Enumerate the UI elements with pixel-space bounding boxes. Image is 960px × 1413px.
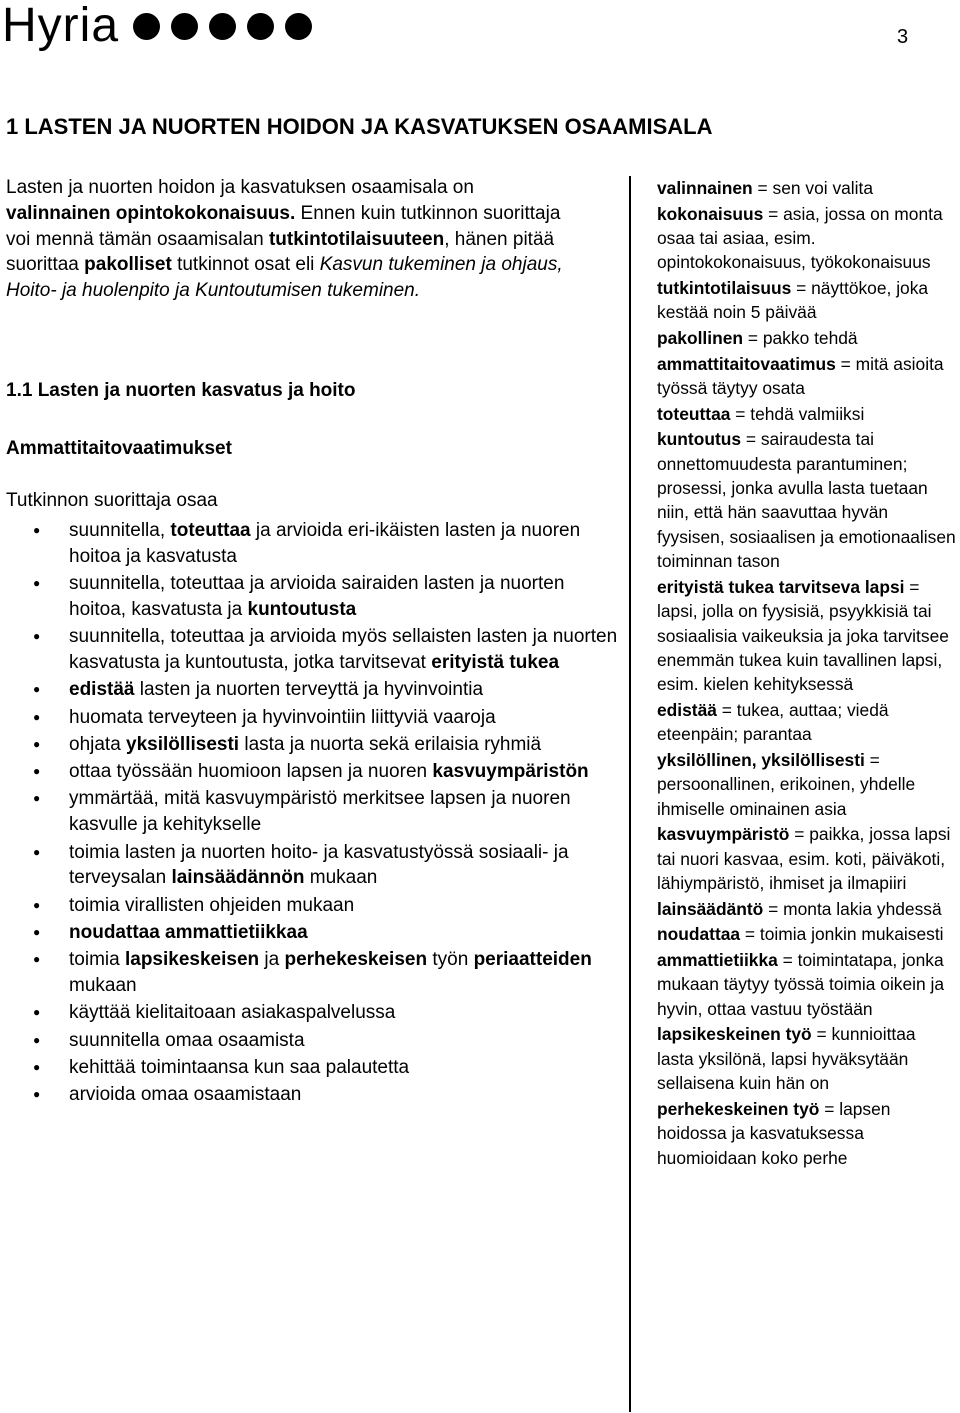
intro-text: tutkinnot osat eli	[171, 254, 320, 276]
glossary-entry	[657, 176, 957, 200]
list-item: ● suunnitella, toteuttaa ja arvioida eri-ikäisten lasten ja nuoren hoitoa ja kasvatusta	[0, 518, 625, 570]
glossary-definition: = toimintatapa, jonka mukaan täytyy työssä toimia oikein ja hyvin, ottaa vastuu työstään	[657, 950, 945, 1019]
list-item: ● ymmärtää, mitä kasvuympäristö merkitsee lapsen ja nuoren kasvulle ja kehitykselle	[0, 786, 625, 838]
glossary-term: lapsikeskeinen työ	[657, 1024, 812, 1045]
glossary-entry	[657, 276, 957, 325]
intro-italic-modules: Kasvun tukeminen ja ohjaus, Hoito- ja huolenpito ja Kuntoutumisen tukeminen.	[6, 254, 563, 302]
intro-section	[6, 175, 616, 304]
logo-dot	[209, 13, 236, 40]
logo-dot	[247, 13, 274, 40]
hyria-logo	[0, 0, 323, 52]
list-item: ● toimia lasten ja nuorten hoito- ja kasvatustyössä sosiaali- ja terveysalan lainsäädännön mukaan	[0, 840, 625, 892]
intro-text: Lasten ja nuorten hoidon ja kasvatuksen osaamisala on	[6, 177, 474, 198]
requirements-list	[0, 518, 625, 1110]
glossary-entry	[657, 748, 957, 821]
intro-text: Ennen kuin tutkinnon suorittaja voi mennä tämän osaamisalan	[6, 202, 561, 250]
glossary-term: ammattitaitovaatimus	[657, 353, 836, 374]
list-item: ● edistää lasten ja nuorten terveyttä ja hyvinvointia	[0, 677, 625, 703]
list-item: ● arvioida omaa osaamistaan	[0, 1082, 625, 1108]
glossary-term: erityistä tukea tarvitseva lapsi	[657, 576, 905, 597]
page-number: 3	[897, 26, 909, 48]
column-divider	[629, 176, 631, 1412]
list-item: ● suunnitella omaa osaamista	[0, 1028, 625, 1054]
glossary-definition: = lapsen hoidossa ja kasvatuksessa huomioidaan koko perhe	[657, 1098, 891, 1168]
glossary-term: yksilöllinen, yksilöllisesti	[657, 750, 865, 771]
glossary-definition: = sen voi valita	[752, 178, 874, 198]
section-heading: 1.1 Lasten ja nuorten kasvatus ja hoito	[6, 380, 356, 401]
glossary-entry	[657, 202, 957, 275]
glossary-term: valinnainen	[657, 178, 753, 198]
glossary-entry	[657, 402, 957, 426]
intro-bold-term: pakolliset	[84, 254, 172, 276]
glossary-entry	[657, 948, 957, 1021]
logo-dot	[171, 13, 198, 40]
list-item: ● käyttää kielitaitoaan asiakaspalvelussa	[0, 1000, 625, 1026]
logo-dots	[133, 13, 323, 40]
intro-paragraph	[6, 175, 566, 304]
glossary-definition: = mitä asioita työssä täytyy osata	[657, 353, 944, 398]
glossary-term: kokonaisuus	[657, 203, 764, 224]
glossary-term: noudattaa	[657, 924, 741, 945]
glossary-entry	[657, 922, 957, 946]
list-item: ● suunnitella, toteuttaa ja arvioida myös sellaisten lasten ja nuorten kasvatusta ja kuntoutusta, jotka tarvitsevat erityistä tukea	[0, 624, 625, 676]
intro-text: , hänen pitää suorittaa	[6, 228, 555, 276]
bullets-lead: Tutkinnon suorittaja osaa	[6, 490, 218, 511]
glossary-term: toteuttaa	[657, 403, 731, 424]
glossary-term: tutkintotilaisuus	[657, 278, 792, 298]
list-item: ● toimia lapsikeskeisen ja perhekeskeisen työn periaatteiden mukaan	[0, 947, 625, 999]
glossary-term: lainsäädäntö	[657, 898, 764, 919]
glossary-definition: = pakko tehdä	[743, 328, 858, 348]
logo-wordmark: Hyria	[2, 0, 120, 52]
glossary-entry	[657, 1022, 957, 1095]
glossary-term: kuntoutus	[657, 429, 742, 450]
glossary-definition: = persoonallinen, erikoinen, yhdelle ihmiselle ominainen asia	[657, 750, 916, 819]
glossary-definition: = sairaudesta tai onnettomuudesta parantuminen; prosessi, jonka avulla lasta tuetaan niin, että hän saavuttaa hyvän fyysisen, sosiaalisen ja emotionaalisen toiminnan tason	[657, 429, 956, 572]
glossary-entry	[657, 352, 957, 401]
intro-bold-term: valinnainen opintokokonaisuus.	[6, 202, 296, 224]
glossary-term: pakollinen	[657, 328, 744, 348]
list-item: ● kehittää toimintaansa kun saa palautetta	[0, 1055, 625, 1081]
list-item: ● suunnitella, toteuttaa ja arvioida sairaiden lasten ja nuorten hoitoa, kasvatusta ja kuntoutusta	[0, 571, 625, 623]
requirements-heading: Ammattitaitovaatimukset	[6, 438, 232, 459]
glossary-entry	[657, 897, 957, 921]
list-item: ● ohjata yksilöllisesti lasta ja nuorta sekä erilaisia ryhmiä	[0, 732, 625, 758]
glossary-definition: = toimia jonkin mukaisesti	[740, 924, 944, 945]
intro-bold-term: tutkintotilaisuuteen	[268, 228, 445, 250]
glossary-entry	[657, 326, 957, 350]
glossary-entry	[657, 427, 957, 573]
logo-dot	[133, 13, 160, 40]
glossary-term: perhekeskeinen työ	[657, 1098, 820, 1119]
glossary-definition: = näyttökoe, joka kestää noin 5 päivää	[657, 278, 929, 323]
glossary-term: edistää	[657, 700, 717, 721]
glossary-definition: = tukea, auttaa; viedä eteenpäin; parantaa	[657, 700, 889, 745]
glossary-definition: = asia, jossa on monta osaa tai asiaa, esim. opintokokonaisuus, työkokonaisuus	[657, 203, 943, 273]
glossary-column	[657, 176, 957, 1171]
glossary-definition: = monta lakia yhdessä	[763, 898, 942, 919]
list-item: ● toimia virallisten ohjeiden mukaan	[0, 893, 625, 919]
glossary-entry	[657, 1097, 957, 1170]
logo-dot	[285, 13, 312, 40]
glossary-definition: = kunnioittaa lasta yksilönä, lapsi hyväksytään sellaisena kuin hän on	[657, 1024, 916, 1094]
glossary-term: ammattietiikka	[657, 950, 778, 971]
glossary-definition: = tehdä valmiiksi	[730, 403, 865, 424]
list-item: ● huomata terveyteen ja hyvinvointiin liittyviä vaaroja	[0, 705, 625, 731]
glossary-entry	[657, 698, 957, 747]
list-item: ● noudattaa ammattietiikkaa	[0, 920, 625, 946]
glossary-term: kasvuympäristö	[657, 824, 790, 845]
glossary-definition: = lapsi, jolla on fyysisiä, psyykkisiä tai sosiaalisia vaikeuksia ja joka tarvitsee enemmän tukea kuin tavallinen lapsi, esim. kielen kehityksessä	[657, 576, 949, 695]
list-item: ● ottaa työssään huomioon lapsen ja nuoren kasvuympäristön	[0, 759, 625, 785]
glossary-definition: = paikka, jossa lapsi tai nuori kasvaa, esim. koti, päiväkoti, lähiympäristö, ihmiset ja ilmapiiri	[657, 824, 951, 894]
main-heading: 1 LASTEN JA NUORTEN HOIDON JA KASVATUKSEN OSAAMISALA	[6, 114, 713, 139]
glossary-entry	[657, 575, 957, 697]
glossary-entry	[657, 822, 957, 895]
